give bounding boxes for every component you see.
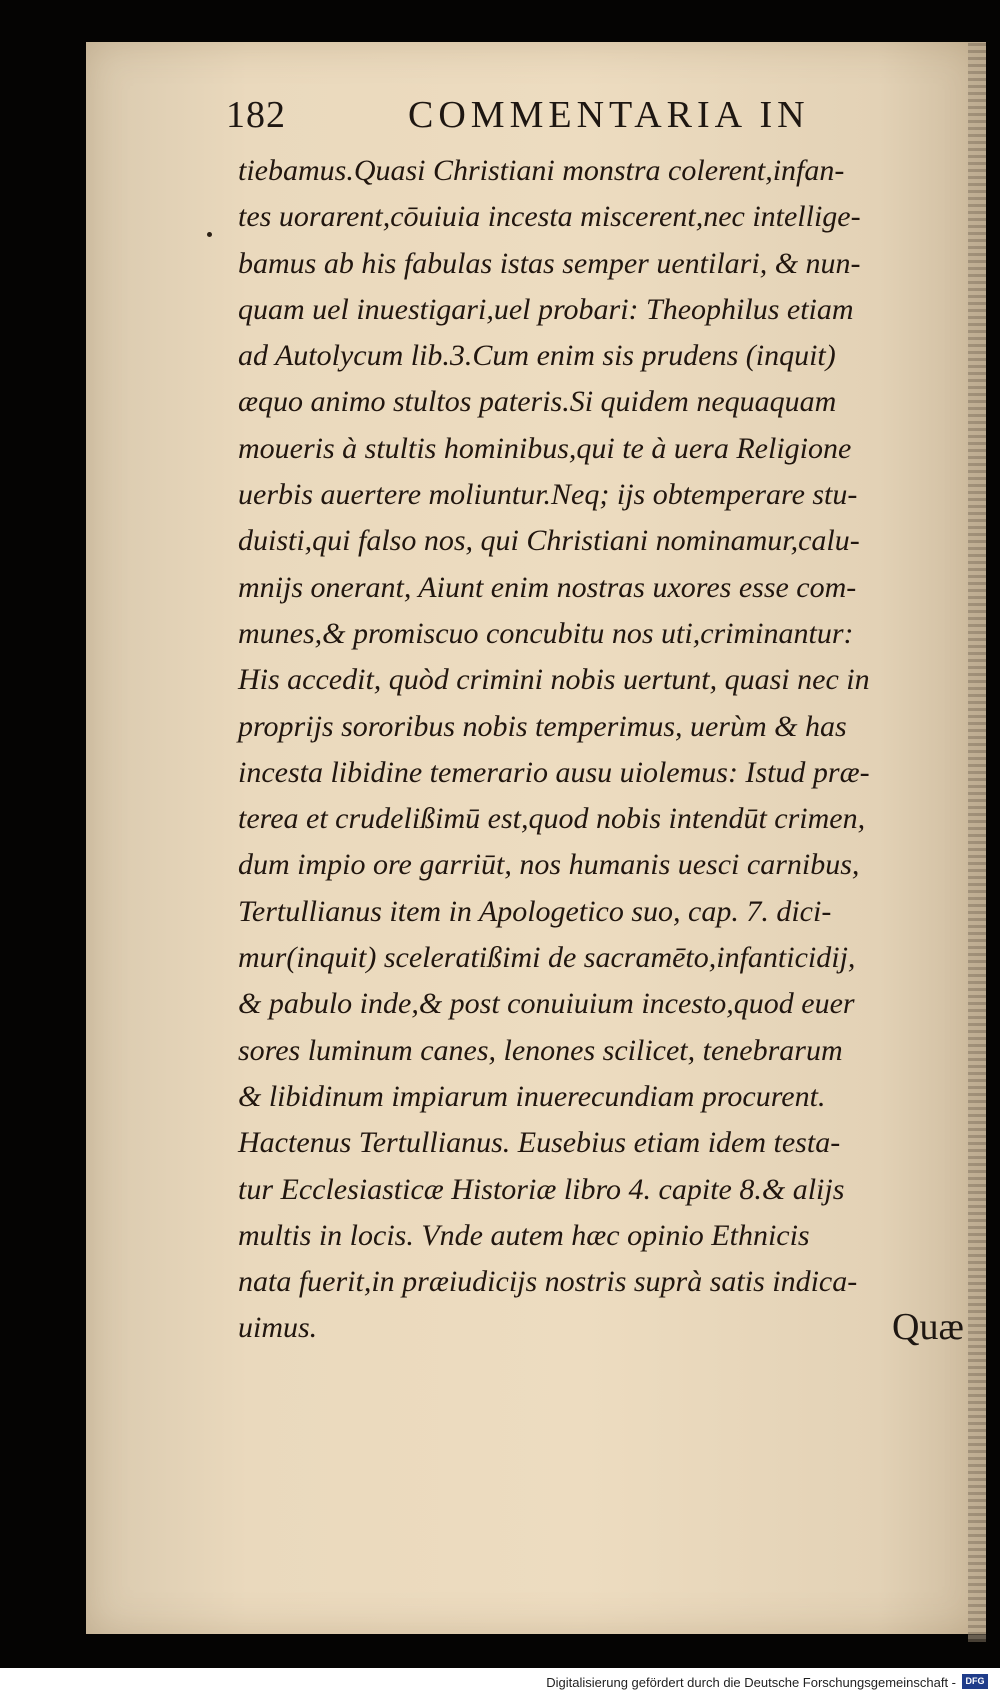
text-line: terea et crudelißimū est,quod nobis intendūt crimen, [238, 802, 866, 836]
text-line: mur(inquit) sceleratißimi de sacramēto,infanticidij, [238, 941, 856, 975]
text-line: æquo animo stultos pateris.Si quidem nequaquam [238, 385, 837, 419]
catchword: Quæ [892, 1306, 964, 1348]
text-line: tur Ecclesiasticæ Historiæ libro 4. capite 8.& alijs [238, 1172, 845, 1206]
footer-bar [0, 1668, 1000, 1696]
text-line: mnijs onerant, Aiunt enim nostras uxores esse com- [238, 570, 857, 604]
text-line: tes uorarent,cōuiuia incesta miscerent,nec intellige- [238, 200, 861, 234]
text-line: quam uel inuestigari,uel probari: Theophilus etiam [238, 292, 854, 326]
text-line: sores luminum canes, lenones scilicet, tenebrarum [238, 1033, 843, 1067]
text-line: Tertullianus item in Apologetico suo, cap. 7. dici- [238, 894, 832, 928]
text-line: & libidinum impiarum inuerecundiam procurent. [238, 1079, 826, 1113]
text-line: moueris à stultis hominibus,qui te à uera Religione [238, 431, 852, 465]
text-line: His accedit, quòd crimini nobis uertunt, quasi nec in [238, 663, 870, 697]
text-line: uimus. [238, 1311, 318, 1345]
text-line: munes,& promiscuo concubitu nos uti,criminantur: [238, 616, 854, 650]
page-number: 182 [226, 94, 286, 136]
text-line: duisti,qui falso nos, qui Christiani nominamur,calu- [238, 524, 860, 558]
text-line: & pabulo inde,& post conuiuium incesto,quod euer [238, 987, 855, 1021]
text-line: uerbis auertere moliuntur.Neq; ijs obtemperare stu- [238, 478, 858, 512]
text-line: incesta libidine temerario ausu uiolemus: Istud præ- [238, 755, 870, 789]
text-line: Hactenus Tertullianus. Eusebius etiam idem testa- [238, 1126, 841, 1160]
text-line: nata fuerit,in præiudicijs nostris suprà satis indica- [238, 1265, 858, 1299]
ink-speck [207, 232, 212, 237]
body-text [238, 148, 998, 1352]
running-head: COMMENTARIA IN [408, 94, 810, 136]
dfg-logo-icon: DFG [962, 1674, 988, 1689]
text-line: multis in locis. Vnde autem hæc opinio Ethnicis [238, 1218, 810, 1252]
text-line: ad Autolycum lib.3.Cum enim sis prudens (inquit) [238, 339, 836, 373]
text-line: dum impio ore garriūt, nos humanis uesci carnibus, [238, 848, 860, 882]
text-line: bamus ab his fabulas istas semper uentilari, & nun- [238, 246, 861, 280]
funding-credit: Digitalisierung gefördert durch die Deutsche Forschungsgemeinschaft - [546, 1675, 956, 1690]
text-line: proprijs sororibus nobis temperimus, uerùm & has [238, 709, 847, 743]
text-line: tiebamus.Quasi Christiani monstra colerent,infan- [238, 154, 845, 187]
